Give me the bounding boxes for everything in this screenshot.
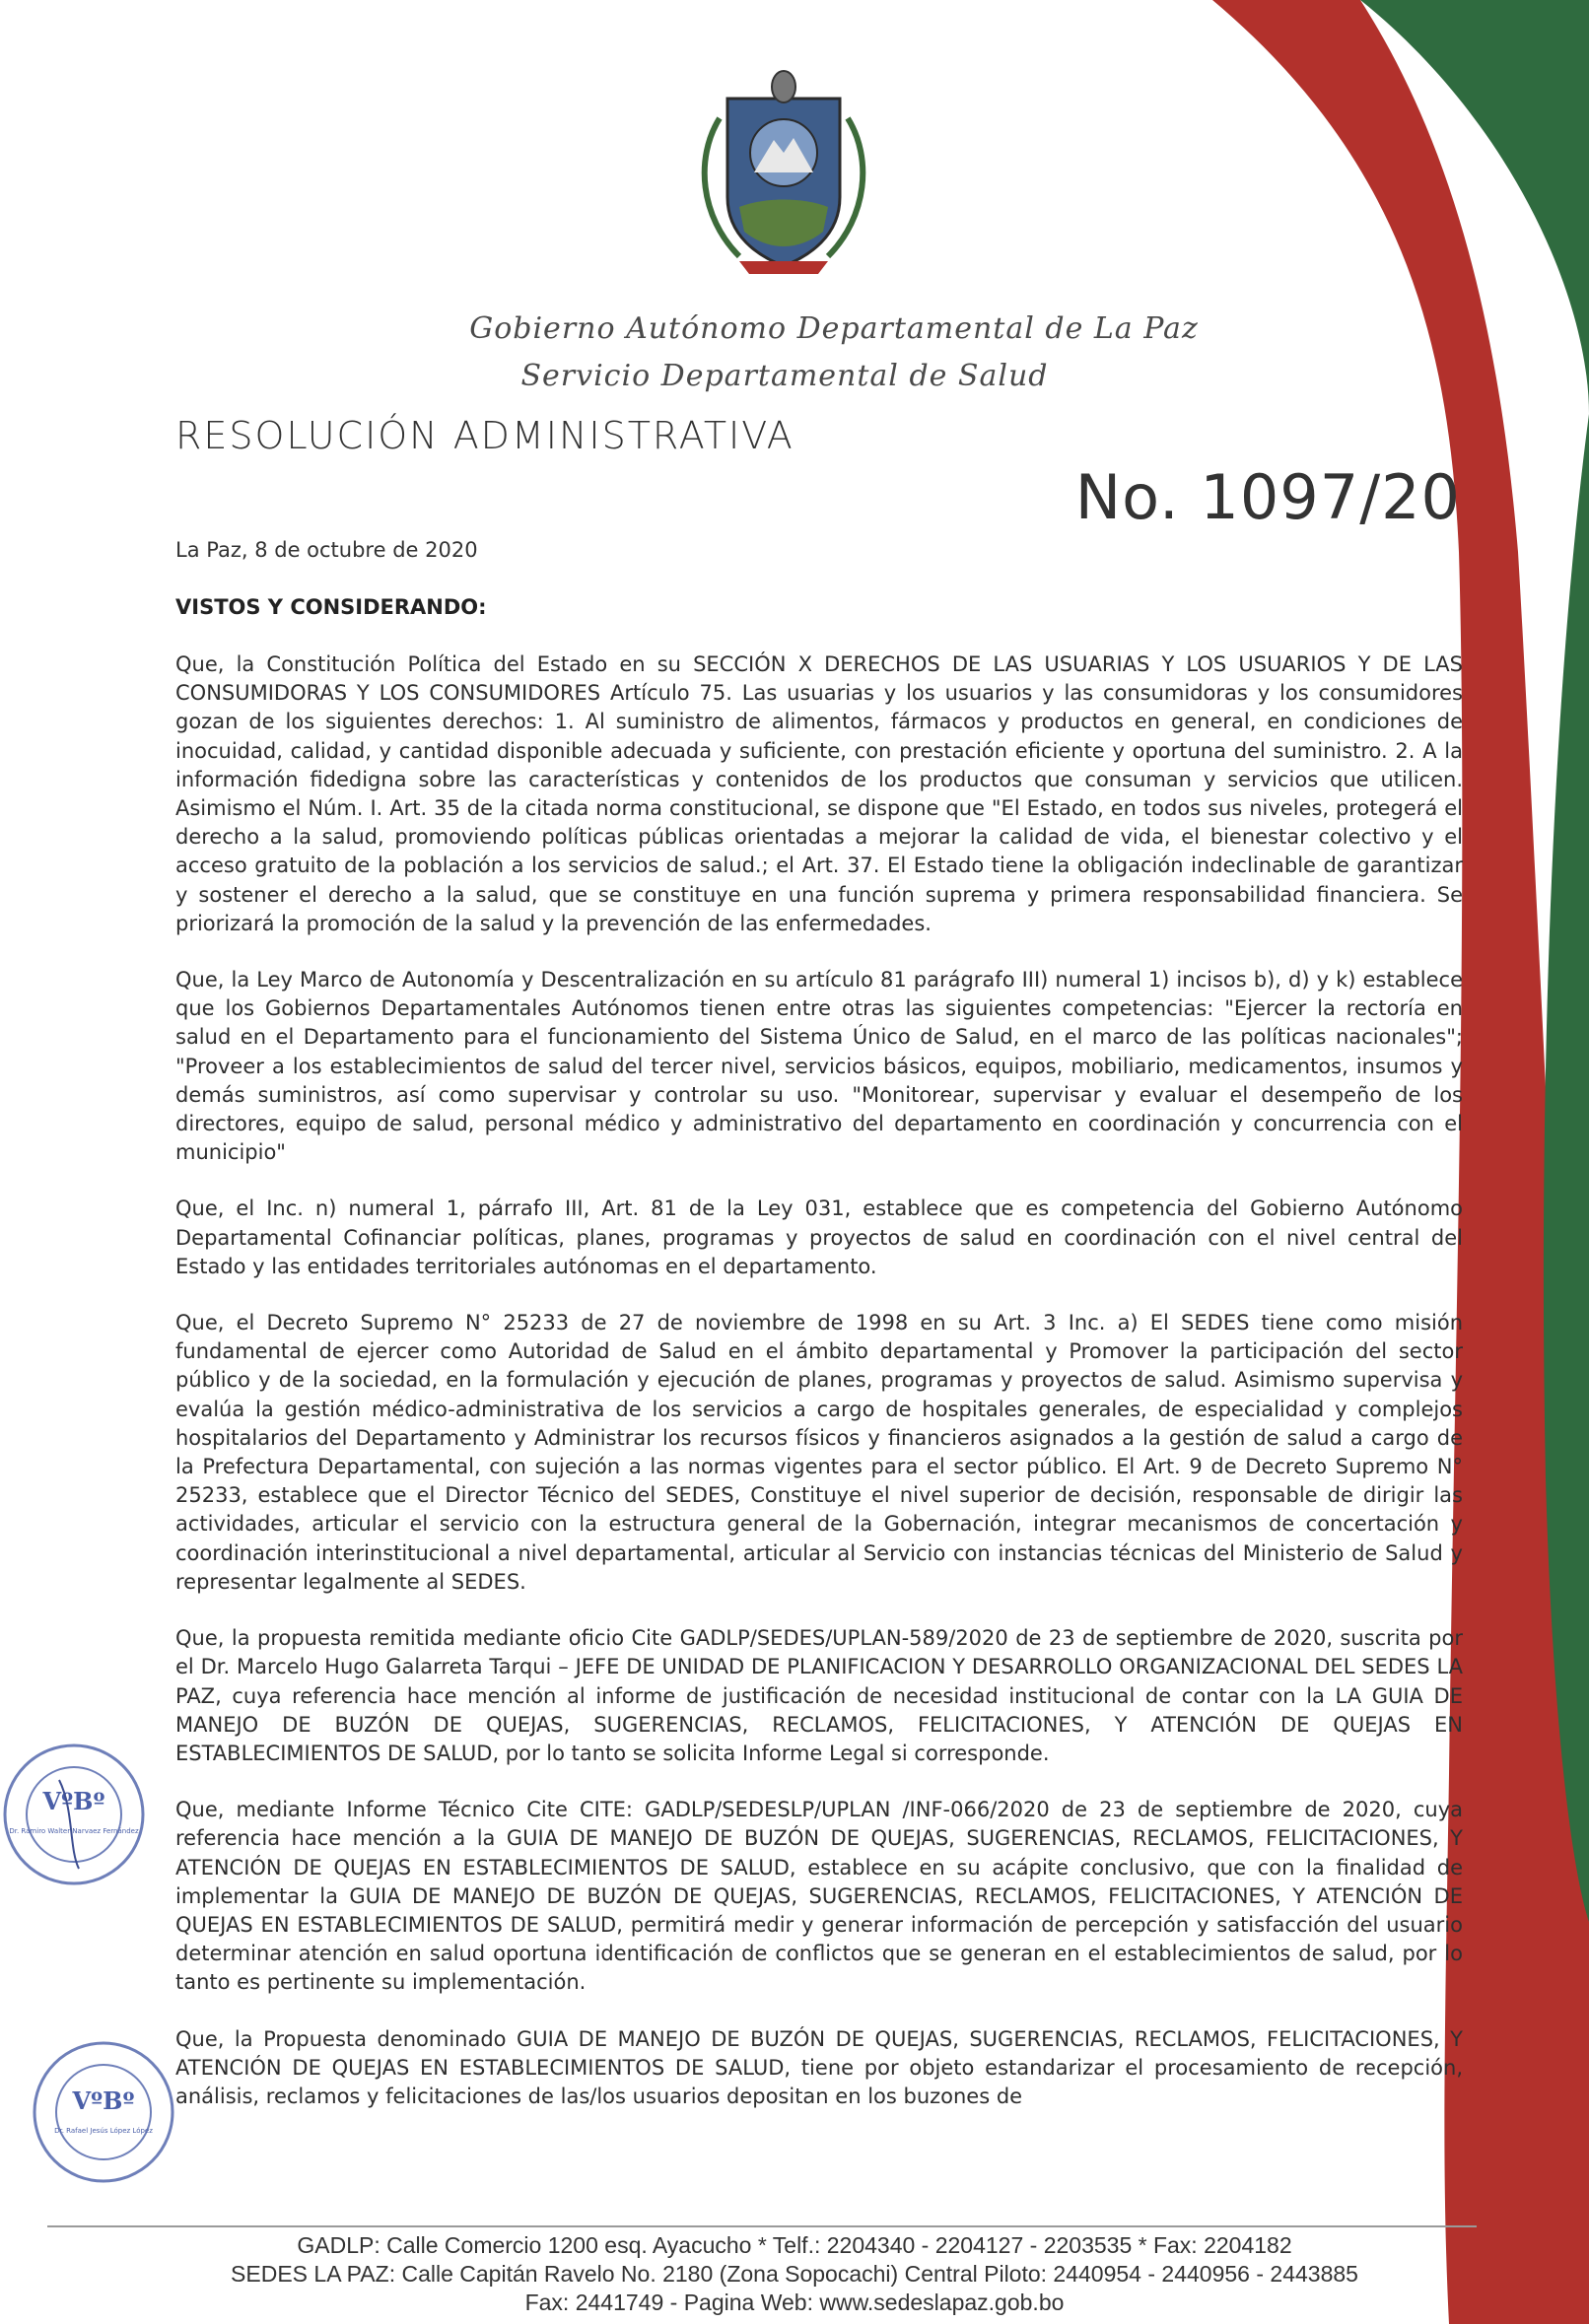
document-type: RESOLUCIÓN ADMINISTRATIVA bbox=[175, 414, 794, 457]
approval-stamp-asesoria-juridica bbox=[30, 2038, 177, 2186]
paragraph: Que, mediante Informe Técnico Cite CITE: GADLP/SEDESLP/UPLAN /INF-066/2020 de 23 de septiembre de 2020, cuya referencia hace mención a la GUIA DE MANEJO DE BUZÓN DE QUEJAS, SUGERENCIAS, RECLAMOS, FELICITACIONES, Y ATENCIÓN DE QUEJAS EN ESTABLECIMIENTOS DE SALUD, establece en su acápite conclusivo, que con la finalidad de implementar la GUIA DE MANEJO DE BUZÓN DE QUEJAS, SUGERENCIAS, RECLAMOS, FELICITACIONES, Y ATENCIÓN DE QUEJAS EN ESTABLECIMIENTOS DE SALUD, permitirá medir y generar información de percepción y satisfacción del usuario determinar atención en salud oportuna identificación de conflictos que se generan en el establecimientos de salud, por lo tanto es pertinente su implementación. bbox=[175, 1798, 1463, 1995]
org-name-line2: Servicio Departamental de Salud bbox=[520, 359, 1049, 393]
footer bbox=[0, 2231, 1589, 2317]
paragraph: Que, la Constitución Política del Estado en su SECCIÓN X DERECHOS DE LAS USUARIAS Y LOS USUARIOS Y DE LAS CONSUMIDORAS Y LOS CONSUMIDORES Artículo 75. Las usuarias y los usuarios y las consumidoras y los consumidores gozan de los siguientes derechos: 1. Al suministro de alimentos, fármacos y productos en general, en condiciones de inocuidad, calidad, y cantidad disponible adecuada y suficiente, con prestación eficiente y oportuna del suministro. 2. A la información fidedigna sobre las características y contenidos de los productos que consuman y servicios que utilicen. Asimismo el Núm. I. Art. 35 de la citada norma constitucional, se dispone que "El Estado, en todos sus niveles, protegerá el derecho a la salud, promoviendo políticas públicas orientadas a mejorar la calidad de vida, el bienestar colectivo y el acceso gratuito de la población a los servicios de salud.; el Art. 37. El Estado tiene la obligación indeclinable de garantizar y sostener el derecho a la salud, que se constituye en una función suprema y primera responsabilidad financiera. Se priorizará la promoción de la salud y la prevención de las enfermedades. bbox=[175, 652, 1463, 935]
footer-fax-web: Fax: 2441749 - Pagina Web: www.sedeslapaz.gob.bo bbox=[524, 2290, 1065, 2315]
paragraph: Que, la propuesta remitida mediante oficio Cite GADLP/SEDES/UPLAN-589/2020 de 23 de septiembre de 2020, suscrita por el Dr. Marcelo Hugo Galarreta Tarqui – JEFE DE UNIDAD DE PLANIFICACION Y DESARROLLO ORGANIZACIONAL DEL SEDES LA PAZ, cuya referencia hace mención al informe de justificación de necesidad institucional de contar con la LA GUIA DE MANEJO DE BUZÓN DE QUEJAS, SUGERENCIAS, RECLAMOS, FELICITACIONES, Y ATENCIÓN DE QUEJAS EN ESTABLECIMIENTOS DE SALUD, por lo tanto se solicita Informe Legal si corresponde. bbox=[175, 1626, 1463, 1765]
footer-divider bbox=[47, 2225, 1477, 2227]
approval-stamp-direccion-tecnica bbox=[0, 1741, 148, 1888]
paragraph: Que, la Ley Marco de Autonomía y Descentralización en su artículo 81 parágrafo III) numeral 1) incisos b), d) y k) establece que los Gobiernos Departamentales Autónomos tienen entre otras las siguientes competencias: "Ejercer la rectoría en salud en el Departamento para el funcionamiento del Sistema Único de Salud, en el marco de las políticas nacionales"; "Proveer a los establecimientos de salud del tercer nivel, servicios básicos, equipos, mobiliario, medicamentos, insumos y demás suministros, así como supervisar y controlar su uso. "Monitorear, supervisar y evaluar el desempeño de los directores, equipo de salud, personal médico y administrativo del departamento en coordinación y concurrencia con el municipio" bbox=[175, 968, 1463, 1165]
document-date: La Paz, 8 de octubre de 2020 bbox=[175, 538, 478, 562]
stamp-vobo: VºBº bbox=[72, 2086, 135, 2115]
section-heading: VISTOS Y CONSIDERANDO: bbox=[175, 595, 487, 619]
paragraph: Que, el Inc. n) numeral 1, párrafo III, Art. 81 de la Ley 031, establece que es competencia del Gobierno Autónomo Departamental Cofinanciar políticas, planes, programas y proyectos de salud en coordinación con el nivel central del Estado y las entidades territoriales autónomas en el departamento. bbox=[175, 1196, 1463, 1278]
stamp-vobo: VºBº bbox=[42, 1787, 105, 1815]
footer-address-sedes: SEDES LA PAZ: Calle Capitán Ravelo No. 2180 (Zona Sopocachi) Central Piloto: 2440954 - 2440956 - 2443885 bbox=[231, 2261, 1358, 2287]
document-number: No. 1097/20 bbox=[1074, 461, 1461, 533]
document-body bbox=[175, 650, 1463, 2139]
paragraph: Que, el Decreto Supremo N° 25233 de 27 de noviembre de 1998 en su Art. 3 Inc. a) El SEDES tiene como misión fundamental de ejercer como Autoridad de Salud en el ámbito departamental y Promover la participación del sector público y de la sociedad, en la formulación y ejecución de planes, programas y proyectos de salud. Asimismo supervisa y evalúa la gestión médico-administrativa de los servicios a cargo de hospitales generales, de especialidad y complejos hospitalarios del Departamento y Administrar los recursos físicos y financieros asignados a la gestión de salud a cargo de la Prefectura Departamental, con sujeción a las normas vigentes para el sector público. El Art. 9 de Decreto Supremo N° 25233, establece que el Director Técnico del SEDES, Constituye el nivel superior de decisión, responsable de dirigir las actividades, articular el servicio con la estructura general de la Gobernación, integrar mecanismos de concertación y coordinación interinstitucional a nivel departamental, articular al Servicio con instancias técnicas del Ministerio de Salud y representar legalmente al SEDES. bbox=[175, 1311, 1463, 1594]
footer-address-gadlp: GADLP: Calle Comercio 1200 esq. Ayacucho * Telf.: 2204340 - 2204127 - 2203535 * Fax: 2204182 bbox=[297, 2232, 1292, 2258]
stamp-name: Dr. Rafael Jesús López López bbox=[54, 2127, 153, 2135]
paragraph: Que, la Propuesta denominado GUIA DE MANEJO DE BUZÓN DE QUEJAS, SUGERENCIAS, RECLAMOS, FELICITACIONES, Y ATENCIÓN DE QUEJAS EN ESTABLECIMIENTOS DE SALUD, tiene por objeto estandarizar el procesamiento de recepción, análisis, reclamos y felicitaciones de las/los usuarios depositan en los buzones de bbox=[175, 2026, 1463, 2108]
org-name-line1: Gobierno Autónomo Departamental de La Paz bbox=[469, 311, 1199, 346]
coat-of-arms-logo bbox=[670, 59, 897, 286]
stamp-name: Dr. Ramiro Walter Narvaez Fernández bbox=[9, 1827, 139, 1835]
